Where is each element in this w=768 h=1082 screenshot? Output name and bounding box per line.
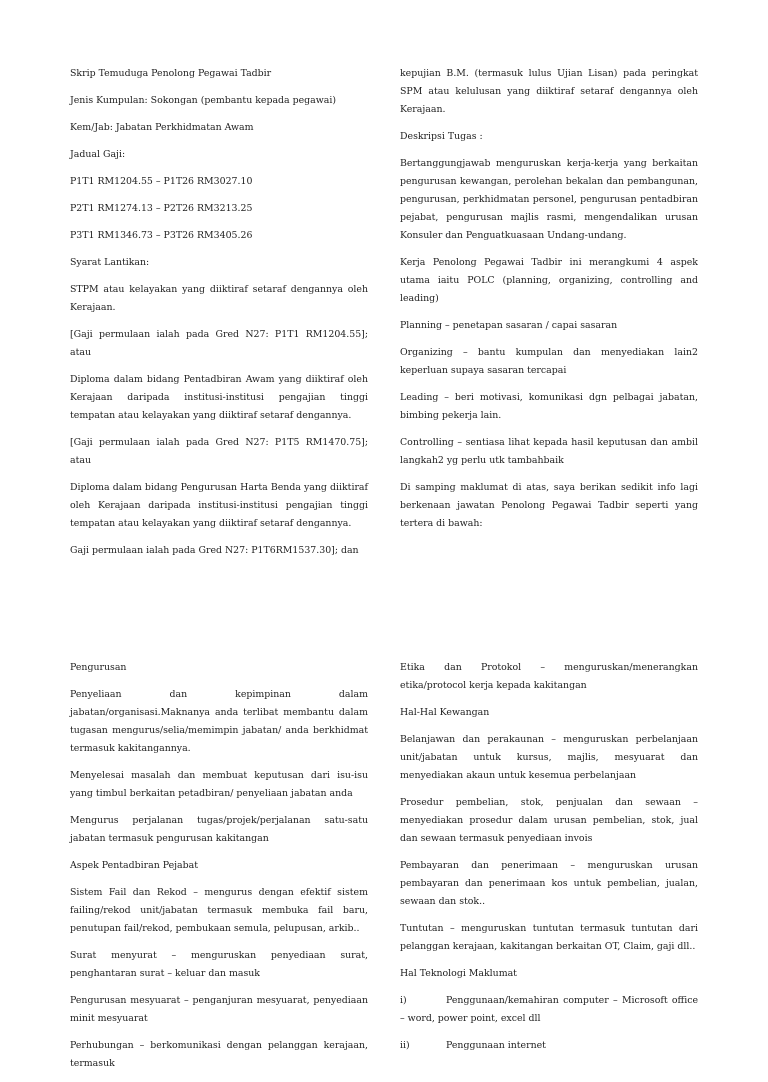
paragraph: Jenis Kumpulan: Sokongan (pembantu kepada pegawai) [70,95,337,106]
paragraph: Kerja Penolong Pegawai Tadbir ini merangkumi 4 aspek utama iaitu POLC (planning, organizing, controlling and leading) [400,257,698,304]
paragraph: Perhubungan – berkomunikasi dengan pelanggan kerajaan, termasuk [70,1040,368,1069]
paragraph: Controlling – sentiasa lihat kepada hasil keputusan dan ambil langkah2 yg perlu utk tambahbaik [400,437,698,466]
paragraph: Pembayaran dan penerimaan – menguruskan urusan pembayaran dan penerimaan kos untuk pembelian, jualan, sewaan dan stok.. [400,860,698,907]
page1-right-column [400,65,698,542]
paragraph: Etika dan Protokol – menguruskan/menerangkan etika/protocol kerja kepada kakitangan [400,662,698,691]
paragraph: Prosedur pembelian, stok, penjualan dan sewaan – menyediakan prosedur dalam urusan pembelian, stok, jual dan sewaan termasuk penyediaan invois [400,797,698,844]
list-number: ii) [400,1040,410,1051]
paragraph: Tuntutan – menguruskan tuntutan termasuk tuntutan dari pelanggan kerajaan, kakitangan berkaitan OT, Claim, gaji dll.. [400,923,698,952]
page2-right-column [400,659,698,1064]
paragraph: Pengurusan mesyuarat – penganjuran mesyuarat, penyediaan minit mesyuarat [70,995,368,1024]
paragraph: STPM atau kelayakan yang diiktiraf setaraf dengannya oleh Kerajaan. [70,284,368,313]
paragraph: Belanjawan dan perakaunan – menguruskan perbelanjaan unit/jabatan untuk kursus, majlis, mesyuarat dan menyediakan akaun untuk kesemua perbelanjaan [400,734,698,781]
list-text: Penggunaan/kemahiran computer – Microsoft office – word, power point, excel dll [400,995,698,1024]
paragraph: Diploma dalam bidang Pentadbiran Awam yang diiktiraf oleh Kerajaan daripada institusi-institusi pengajian tinggi tempatan atau kelayakan yang diiktiraf setaraf dengannya. [70,374,368,421]
page1-left-column [70,65,368,569]
list-text: Penggunaan internet [446,1040,546,1051]
section-heading: Aspek Pentadbiran Pejabat [70,860,198,871]
list-item [400,1037,698,1055]
paragraph: Di samping maklumat di atas, saya berikan sedikit info lagi berkenaan jawatan Penolong Pegawai Tadbir seperti yang tertera di bawah: [400,482,698,529]
paragraph: Jadual Gaji: [70,149,126,160]
paragraph: Gaji permulaan ialah pada Gred N27: P1T6RM1537.30]; dan [70,545,359,556]
list-item [400,992,698,1028]
paragraph: kepujian B.M. (termasuk lulus Ujian Lisan) pada peringkat SPM atau kelulusan yang diiktiraf setaraf dengannya oleh Kerajaan. [400,68,698,115]
paragraph: Menyelesai masalah dan membuat keputusan dari isu-isu yang timbul berkaitan petadbiran/ penyeliaan jabatan anda [70,770,368,799]
paragraph: Bertanggungjawab menguruskan kerja-kerja yang berkaitan pengurusan kewangan, perolehan bekalan dan pembangunan, pengurusan, perkhidmatan personel, pengurusan pentadbiran pejabat, pengurusan majlis rasmi, mengendalikan urusan Konsuler dan Penguatkuasaan Undang-undang. [400,158,698,241]
salary-line: P1T1 RM1204.55 – P1T26 RM3027.10 [70,176,253,187]
document-title: Skrip Temuduga Penolong Pegawai Tadbir [70,68,272,79]
paragraph: Kem/Jab: Jabatan Perkhidmatan Awam [70,122,254,133]
paragraph: Organizing – bantu kumpulan dan menyediakan lain2 keperluan supaya sasaran tercapai [400,347,698,376]
document-page-2 [0,630,768,1069]
section-heading: Hal-Hal Kewangan [400,707,490,718]
page2-left-column [70,659,368,1082]
paragraph: Syarat Lantikan: [70,257,150,268]
paragraph: Sistem Fail dan Rekod – mengurus dengan efektif sistem failing/rekod unit/jabatan termasuk membuka fail baru, penutupan fail/rekod, pembukaan semula, pelupusan, arkib.. [70,887,368,934]
salary-line: P2T1 RM1274.13 – P2T26 RM3213.25 [70,203,253,214]
section-heading: Pengurusan [70,662,127,673]
paragraph: [Gaji permulaan ialah pada Gred N27: P1T1 RM1204.55]; atau [70,329,368,358]
salary-line: P3T1 RM1346.73 – P3T26 RM3405.26 [70,230,253,241]
section-heading: Deskripsi Tugas : [400,131,483,142]
paragraph: Mengurus perjalanan tugas/projek/perjalanan satu-satu jabatan termasuk pengurusan kakitangan [70,815,368,844]
paragraph: Penyeliaan dan kepimpinan dalam jabatan/organisasi.Maknanya anda terlibat membantu dalam tugasan mengurus/selia/memimpin jabatan/ anda berkhidmat termasuk kakitangannya. [70,689,368,754]
paragraph: Planning – penetapan sasaran / capai sasaran [400,320,618,331]
paragraph: Diploma dalam bidang Pengurusan Harta Benda yang diiktiraf oleh Kerajaan daripada institusi-institusi pengajian tinggi tempatan atau kelayakan yang diiktiraf setaraf dengannya. [70,482,368,529]
paragraph: Leading – beri motivasi, komunikasi dgn pelbagai jabatan, bimbing pekerja lain. [400,392,698,421]
list-number: i) [400,995,407,1006]
section-heading: Hal Teknologi Maklumat [400,968,517,979]
paragraph: [Gaji permulaan ialah pada Gred N27: P1T5 RM1470.75]; atau [70,437,368,466]
paragraph: Surat menyurat – menguruskan penyediaan surat, penghantaran surat – keluar dan masuk [70,950,368,979]
